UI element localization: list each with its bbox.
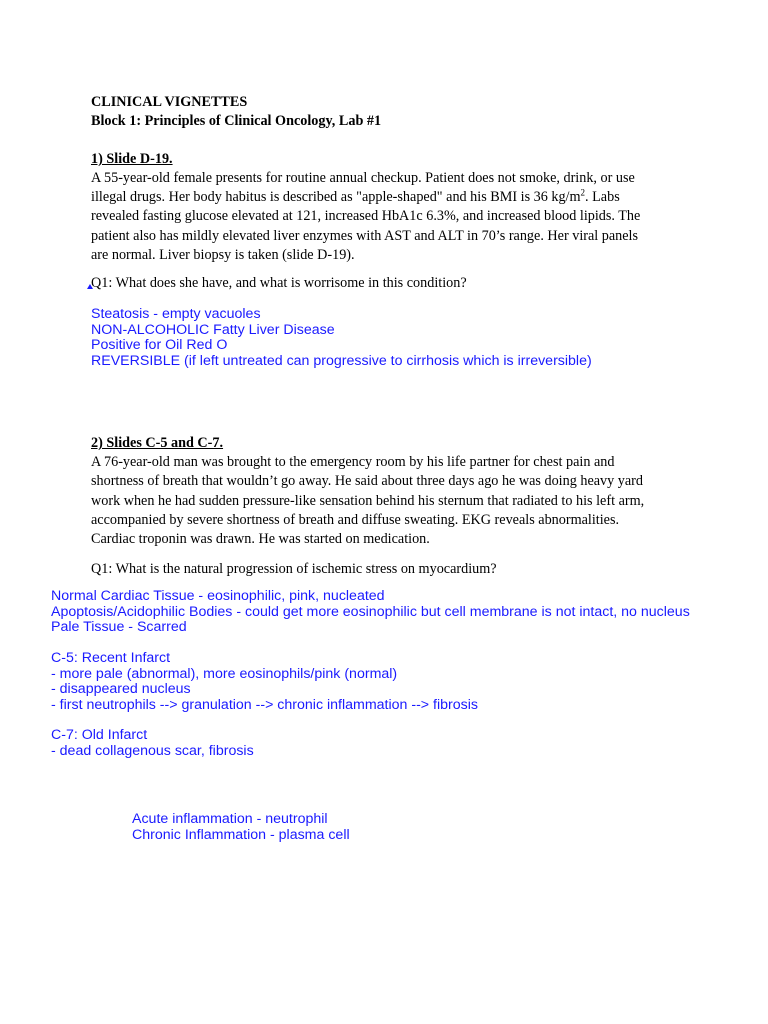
section2-g2-line-4: - first neutrophils --> granulation --> chronic inflammation --> fibrosis <box>51 696 478 713</box>
section2-question: Q1: What is the natural progression of ischemic stress on myocardium? <box>91 561 497 577</box>
section2-vignette <box>91 453 681 549</box>
section2-line-3: work when he had sudden pressure-like sensation behind his sternum that radiated to his left arm, <box>91 492 645 509</box>
section2-answers-group3 <box>51 728 254 759</box>
section1-vignette <box>91 169 681 265</box>
document-title: CLINICAL VIGNETTES <box>91 94 248 110</box>
section2-g1-line-3: Pale Tissue - Scarred <box>51 619 187 635</box>
section2-g2-line-3: - disappeared nucleus <box>51 681 191 697</box>
section1-answer-4: REVERSIBLE (if left untreated can progressive to cirrhosis which is irreversible) <box>91 352 592 369</box>
section2-line-2: shortness of breath that wouldn’t go away. He said about three days ago he was doing heavy yard <box>91 473 643 490</box>
section1-line-2 <box>91 188 681 207</box>
section1-line-2-tail: . Labs <box>585 189 620 206</box>
section1-line-3: revealed fasting glucose elevated at 121, increased HbA1c 6.3%, and increased blood lipids. The <box>91 208 641 225</box>
section2-line-5: Cardiac troponin was drawn. He was started on medication. <box>91 531 430 548</box>
document-subtitle: Block 1: Principles of Clinical Oncology, Lab #1 <box>91 113 382 129</box>
section2-answers-group1 <box>51 589 690 636</box>
section2-answers-group2 <box>51 651 478 713</box>
section2-g4-line-1: Acute inflammation - neutrophil <box>132 811 328 827</box>
section1-heading: 1) Slide D-19. <box>91 151 173 167</box>
section1-question: Q1: What does she have, and what is worrisome in this condition? <box>91 275 467 291</box>
section2-g4-line-2: Chronic Inflammation - plasma cell <box>132 826 350 843</box>
text-cursor-icon <box>87 284 93 289</box>
section1-line-4: patient also has mildly elevated liver enzymes with AST and ALT in 70’s range. Her viral panels <box>91 227 639 244</box>
section2-g3-line-1: C-7: Old Infarct <box>51 727 148 743</box>
section2-g1-line-1: Normal Cardiac Tissue - eosinophilic, pink, nucleated <box>51 588 385 604</box>
section1-answers <box>91 307 592 369</box>
section1-line-1: A 55-year-old female presents for routine annual checkup. Patient does not smoke, drink, or use <box>91 170 635 186</box>
section2-g3-line-2: - dead collagenous scar, fibrosis <box>51 742 254 759</box>
section1-line-2-text: illegal drugs. Her body habitus is described as "apple-shaped" and his BMI is 36 kg/m <box>91 189 581 206</box>
section2-heading: 2) Slides C-5 and C-7. <box>91 435 224 451</box>
section1-answer-2: NON-ALCOHOLIC Fatty Liver Disease <box>91 321 335 338</box>
section1-answer-3: Positive for Oil Red O <box>91 337 228 353</box>
superscript: 2 <box>580 187 586 198</box>
section2-g2-line-1: C-5: Recent Infarct <box>51 650 171 666</box>
section2-line-4: accompanied by severe shortness of breath and diffuse sweating. EKG reveals abnormalities. <box>91 511 620 528</box>
section1-answer-1: Steatosis - empty vacuoles <box>91 306 261 322</box>
section2-answers-group4 <box>132 812 350 843</box>
section2-line-1: A 76-year-old man was brought to the emergency room by his life partner for chest pain and <box>91 454 615 470</box>
section2-g2-line-2: - more pale (abnormal), more eosinophils/pink (normal) <box>51 665 398 682</box>
section1-line-5: are normal. Liver biopsy is taken (slide D-19). <box>91 246 355 263</box>
section2-g1-line-2: Apoptosis/Acidophilic Bodies - could get more eosinophilic but cell membrane is not intact, no nucleus <box>51 603 690 620</box>
